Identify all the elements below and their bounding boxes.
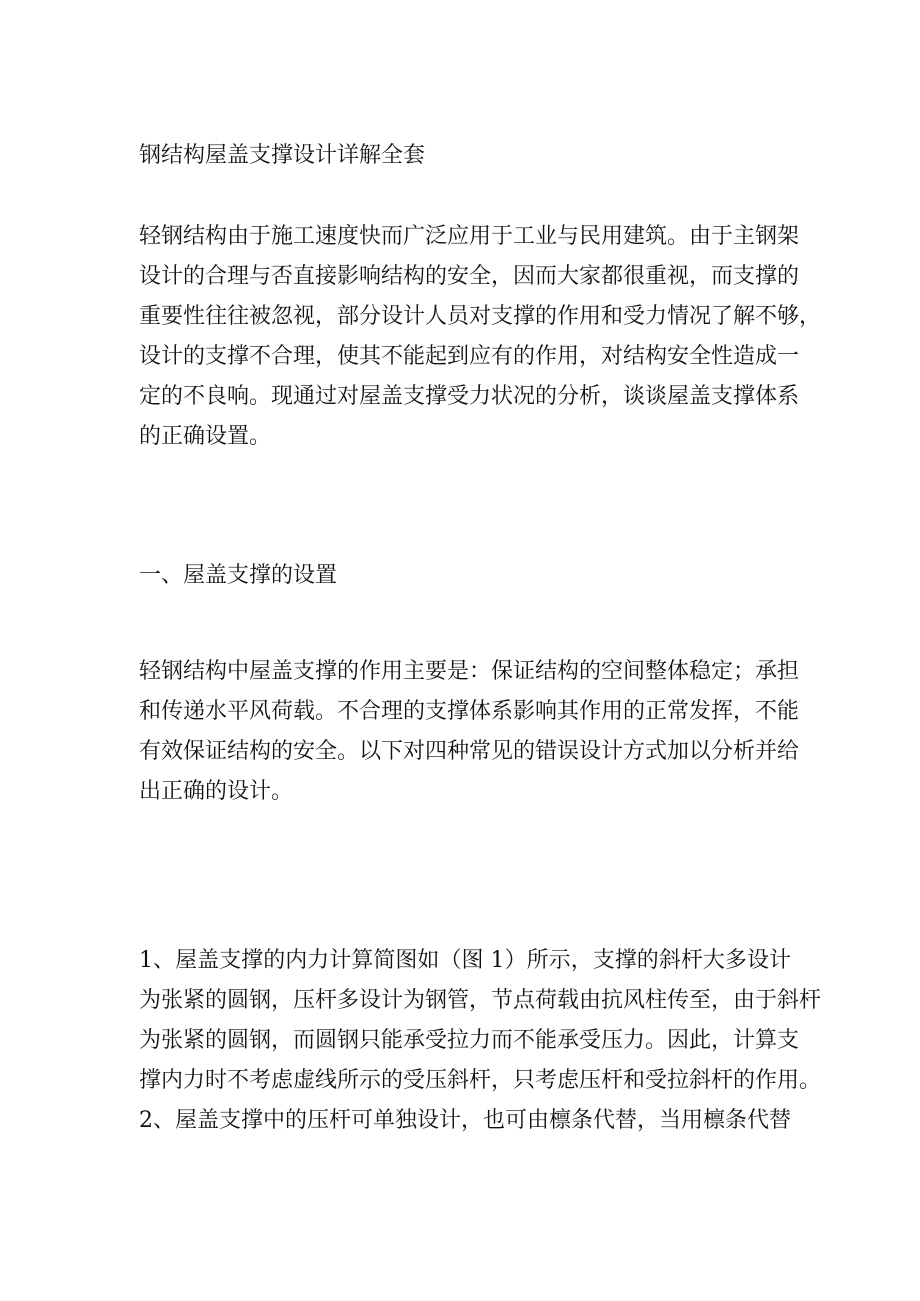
document-title: 钢结构屋盖支撑设计详解全套 bbox=[139, 143, 426, 168]
section-paragraph bbox=[139, 652, 800, 812]
intro-paragraph bbox=[139, 217, 822, 457]
section-heading: 一、屋盖支撑的设置 bbox=[139, 563, 338, 588]
paragraph-line: 的正确设置。 bbox=[139, 424, 272, 449]
paragraph-line: 轻钢结构由于施工速度快而广泛应用于工业与民用建筑。由于主钢架 bbox=[139, 224, 800, 249]
paragraph-line: 轻钢结构中屋盖支撑的作用主要是：保证结构的空间整体稳定；承担 bbox=[139, 659, 800, 684]
item-line: 1、屋盖支撑的内力计算简图如（图 1）所示，支撑的斜杆大多设计 bbox=[139, 948, 791, 973]
paragraph-line: 出正确的设计。 bbox=[139, 779, 294, 804]
item-line: 为张紧的圆钢，而圆钢只能承受拉力而不能承受压力。因此，计算支 bbox=[139, 1028, 800, 1053]
paragraph-line: 有效保证结构的安全。以下对四种常见的错误设计方式加以分析并给 bbox=[139, 739, 800, 764]
paragraph-line: 设计的支撑不合理，使其不能起到应有的作用，对结构安全性造成一 bbox=[139, 344, 800, 369]
paragraph-line: 设计的合理与否直接影响结构的安全，因而大家都很重视，而支撑的 bbox=[139, 264, 800, 289]
numbered-items bbox=[139, 941, 822, 1141]
item-line: 撑内力时不考虑虚线所示的受压斜杆，只考虑压杆和受拉斜杆的作用。 bbox=[139, 1068, 822, 1093]
paragraph-line: 重要性往往被忽视，部分设计人员对支撑的作用和受力情况了解不够， bbox=[139, 304, 822, 329]
paragraph-line: 定的不良响。现通过对屋盖支撑受力状况的分析，谈谈屋盖支撑体系 bbox=[139, 384, 800, 409]
item-line: 为张紧的圆钢，压杆多设计为钢管，节点荷载由抗风柱传至，由于斜杆 bbox=[139, 988, 822, 1013]
item-line: 2、屋盖支撑中的压杆可单独设计，也可由檩条代替，当用檩条代替 bbox=[139, 1108, 791, 1133]
paragraph-line: 和传递水平风荷载。不合理的支撑体系影响其作用的正常发挥，不能 bbox=[139, 699, 800, 724]
